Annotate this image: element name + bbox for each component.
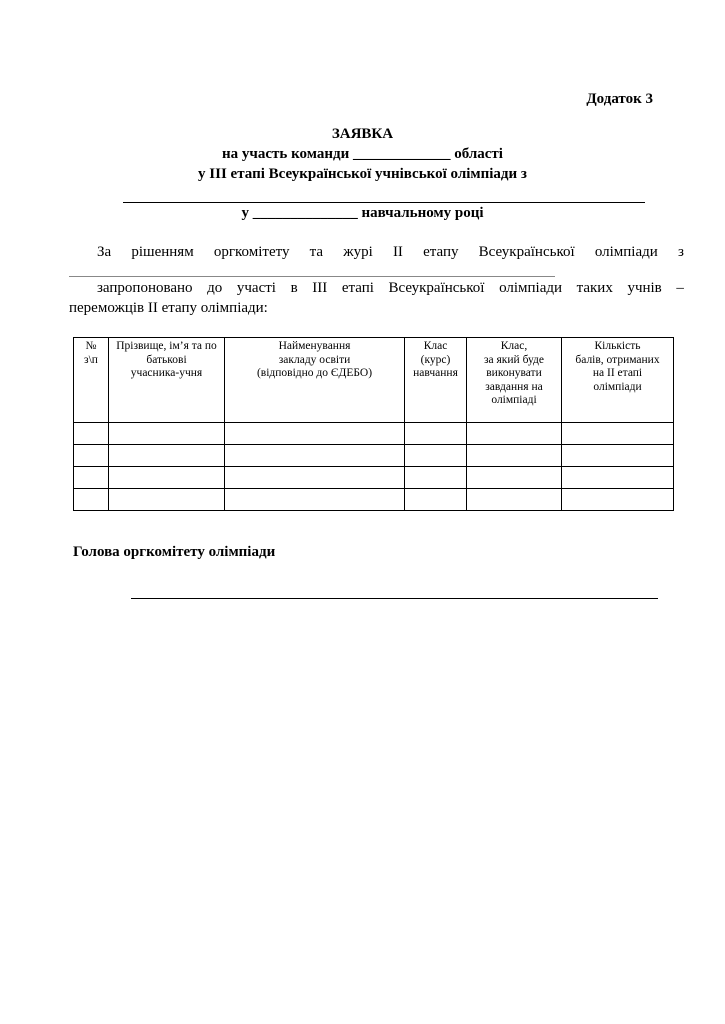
table-header-text: учасника-учня: [130, 367, 203, 379]
table-cell[interactable]: [405, 489, 467, 511]
signature-line: [131, 598, 658, 599]
table-header-cell: [405, 338, 467, 423]
paragraph-line2-word: етапі: [341, 280, 374, 296]
table-header-text: №: [85, 340, 97, 352]
paragraph-line1-word: з: [677, 244, 684, 260]
table-header-text: Найменування: [278, 340, 351, 352]
signature-label: Голова оргкомітету олімпіади: [73, 544, 276, 560]
table-cell[interactable]: [467, 423, 562, 445]
table-header-text: завдання на: [485, 380, 543, 393]
table-header-cell: [562, 338, 674, 423]
table-cell[interactable]: [225, 423, 405, 445]
paragraph-line2-word: запропоновано: [97, 280, 193, 296]
table-header-cell: [467, 338, 562, 423]
table-cell[interactable]: [562, 489, 674, 511]
table-cell[interactable]: [74, 445, 109, 467]
table-cell[interactable]: [405, 445, 467, 467]
table-header-text: навчання: [413, 367, 458, 379]
paragraph-line2-word: олімпіади: [499, 280, 563, 296]
table-header-text: Кількість: [594, 340, 641, 352]
title-team-line: на участь команди _____________ області: [222, 146, 503, 162]
table-cell[interactable]: [405, 467, 467, 489]
table-header-cell: [74, 338, 109, 423]
table-cell[interactable]: [109, 467, 225, 489]
table-cell[interactable]: [225, 445, 405, 467]
table-cell[interactable]: [74, 467, 109, 489]
paragraph-line1-word: етапу: [423, 244, 459, 260]
table-header-text: Клас,: [500, 340, 528, 352]
paragraph-line2-word: таких: [576, 280, 613, 296]
table-cell[interactable]: [467, 489, 562, 511]
paragraph-line2-word: –: [676, 280, 684, 296]
paragraph-line1-word: журі: [343, 244, 373, 260]
table-cell[interactable]: [109, 489, 225, 511]
table-cell[interactable]: [467, 467, 562, 489]
decision-paragraph-line1: [97, 244, 684, 261]
paragraph-line1-word: оргкомітету: [213, 244, 290, 260]
table-header-text: на ІІ етапі: [592, 367, 643, 379]
paragraph-line1-word: рішенням: [131, 244, 194, 260]
title-stage-line: у ІІІ етапі Всеукраїнської учнівської олімпіади з: [198, 166, 527, 182]
paragraph-line2-word: участі: [236, 280, 276, 296]
table-cell[interactable]: [405, 423, 467, 445]
table-row: [74, 423, 674, 445]
table-header-text: олімпіаді: [491, 394, 537, 406]
table-cell[interactable]: [562, 467, 674, 489]
table-row: [74, 445, 674, 467]
table-row: [74, 467, 674, 489]
paragraph-line1-word: олімпіади: [594, 244, 658, 260]
table-header-cell: [225, 338, 405, 423]
table-header-text: батькові: [146, 353, 187, 366]
table-header-text: за який буде: [484, 353, 544, 366]
appendix-label: Додаток 3: [586, 91, 653, 107]
title-year-line: у ______________ навчальному році: [241, 205, 484, 221]
table-cell[interactable]: [467, 445, 562, 467]
table-header-text: закладу освіти: [278, 353, 351, 366]
subject-blank-line: [123, 202, 645, 203]
table-header-text: з\п: [84, 353, 98, 366]
paragraph-line2-word: до: [207, 280, 223, 296]
paragraph-line2-word: ІІІ: [312, 280, 328, 296]
paragraph-line2-word: учнів: [627, 280, 662, 296]
table-cell[interactable]: [225, 467, 405, 489]
table-cell[interactable]: [74, 423, 109, 445]
table-cell[interactable]: [562, 445, 674, 467]
paragraph-line2-word: Всеукраїнської: [388, 280, 485, 296]
paragraph-line1-word: та: [309, 244, 324, 260]
table-header-text: (відповідно до ЄДЕБО): [256, 367, 373, 379]
table-header-text: виконувати: [486, 367, 542, 379]
table-cell[interactable]: [109, 423, 225, 445]
paragraph-line1-word: За: [97, 244, 112, 260]
document-title: ЗАЯВКА: [331, 126, 394, 142]
table-cell[interactable]: [225, 489, 405, 511]
paragraph-line1-word: Всеукраїнської: [478, 244, 575, 260]
table-header-text: балів, отриманих: [575, 353, 660, 366]
paragraph-line2-word: в: [290, 280, 298, 296]
decision-paragraph-line3: переможців ІІ етапу олімпіади:: [69, 300, 268, 316]
decision-paragraph-line2: [97, 280, 684, 297]
table-cell[interactable]: [74, 489, 109, 511]
table-header-text: Клас: [423, 340, 448, 352]
table-header-text: Прізвище, ім’я та по: [116, 340, 217, 352]
participants-table: [73, 337, 674, 511]
table-cell[interactable]: [562, 423, 674, 445]
table-header-text: (курс): [420, 353, 451, 366]
table-header-text: олімпіади: [593, 380, 642, 393]
table-cell[interactable]: [109, 445, 225, 467]
table-header-row: [74, 338, 674, 423]
subject-fill-line: [69, 276, 555, 277]
paragraph-line1-word: ІІ: [392, 244, 403, 260]
table-header-cell: [109, 338, 225, 423]
table-row: [74, 489, 674, 511]
